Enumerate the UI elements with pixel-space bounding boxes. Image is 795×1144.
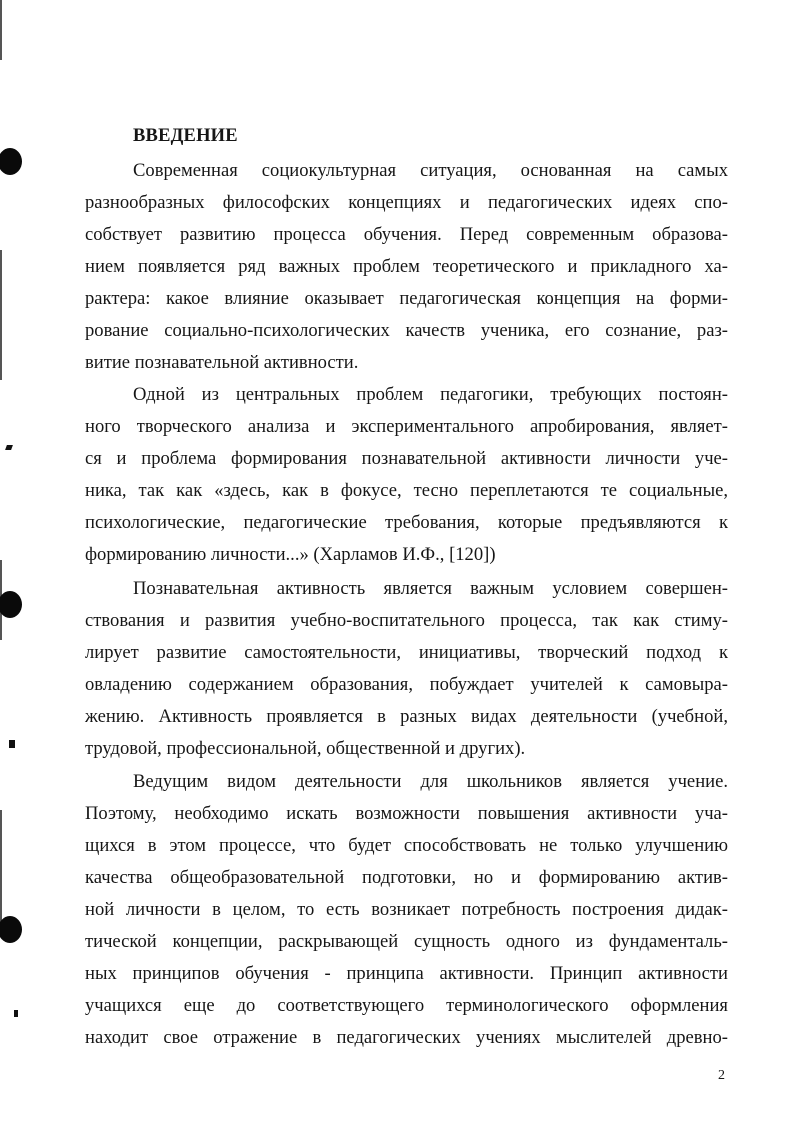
text-line: психологические, педагогические требования, которые предъявляются к — [85, 512, 728, 533]
text-line: Современная социокультурная ситуация, основанная на самых — [133, 160, 728, 181]
text-line: Одной из центральных проблем педагогики, требующих постоян- — [133, 384, 728, 405]
scan-speck — [14, 1010, 18, 1017]
text-line: рование социально-психологических качеств ученика, его сознание, раз- — [85, 320, 728, 341]
text-line: находит свое отражение в педагогических учениях мыслителей древно- — [85, 1027, 728, 1048]
text-line: ствования и развития учебно-воспитательного процесса, так как стиму- — [85, 610, 728, 631]
text-line: тической концепции, раскрывающей сущность одного из фундаменталь- — [85, 931, 728, 952]
text-line: витие познавательной активности. — [85, 352, 359, 373]
text-line: ных принципов обучения - принципа активности. Принцип активности — [85, 963, 728, 984]
text-line: качества общеобразовательной подготовки, но и формированию актив- — [85, 867, 728, 888]
text-line: ной личности в целом, то есть возникает потребность построения дидак- — [85, 899, 728, 920]
text-line: собствует развитию процесса обучения. Перед современным образова- — [85, 224, 728, 245]
punch-hole — [0, 148, 22, 175]
text-line: жению. Активность проявляется в разных видах деятельности (учебной, — [85, 706, 728, 727]
text-line: ника, так как «здесь, как в фокусе, тесно переплетаются те социальные, — [85, 480, 728, 501]
scan-speck — [9, 740, 15, 748]
text-line: нием появляется ряд важных проблем теоретического и прикладного ха- — [85, 256, 728, 277]
page-number: 2 — [718, 1068, 725, 1083]
text-line: ся и проблема формирования познавательной активности личности уче- — [85, 448, 728, 469]
text-line: овладению содержанием образования, побуждает учителей к самовыра- — [85, 674, 728, 695]
scan-speck — [5, 445, 13, 450]
text-line: рактера: какое влияние оказывает педагогическая концепция на форми- — [85, 288, 728, 309]
text-line: ного творческого анализа и экспериментального апробирования, являет- — [85, 416, 728, 437]
text-line: разнообразных философских концепциях и педагогических идеях спо- — [85, 192, 728, 213]
text-line: Познавательная активность является важным условием совершен- — [133, 578, 728, 599]
scan-edge-line — [0, 0, 2, 60]
section-heading: ВВЕДЕНИЕ — [133, 126, 238, 146]
scan-edge-line — [0, 250, 2, 380]
text-line: Ведущим видом деятельности для школьников является учение. — [133, 771, 728, 792]
text-line: щихся в этом процессе, что будет способствовать не только улучшению — [85, 835, 728, 856]
text-line: формированию личности...» (Харламов И.Ф., [120]) — [85, 544, 496, 565]
text-line: трудовой, профессиональной, общественной и других). — [85, 738, 526, 759]
text-line: Поэтому, необходимо искать возможности повышения активности уча- — [85, 803, 728, 824]
scan-edge-line — [0, 810, 2, 930]
punch-hole — [0, 591, 22, 618]
text-line: лирует развитие самостоятельности, инициативы, творческий подход к — [85, 642, 728, 663]
punch-hole — [0, 916, 22, 943]
text-line: учащихся еще до соответствующего терминологического оформления — [85, 995, 728, 1016]
